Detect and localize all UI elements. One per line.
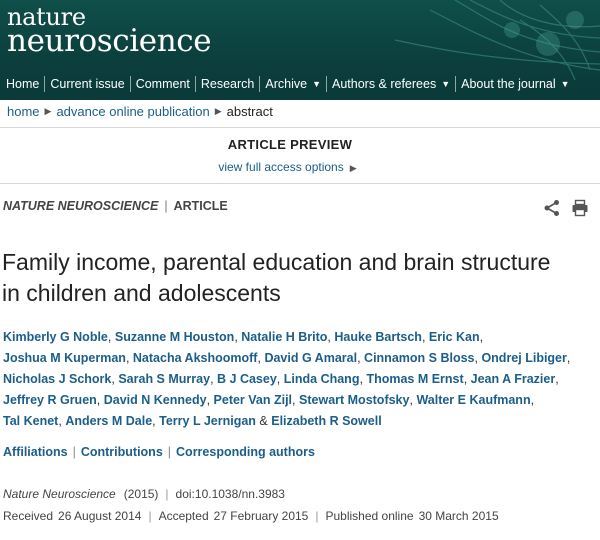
author-link[interactable]: Walter E Kaufmann <box>416 393 531 407</box>
citation-year: (2015) <box>123 487 159 501</box>
article-tools <box>543 199 589 217</box>
author-separator: , <box>210 372 214 386</box>
citation-line <box>3 487 285 501</box>
author-link[interactable]: Nicholas J Schork <box>3 372 112 386</box>
link-separator: | <box>167 445 172 459</box>
nav-about-journal-label: About the journal <box>461 77 556 91</box>
author-link[interactable]: B J Casey <box>217 372 277 386</box>
author-link[interactable]: Tal Kenet <box>3 414 59 428</box>
author-separator: , <box>479 330 484 344</box>
author-link[interactable]: David G Amaral <box>264 351 358 365</box>
accepted-label: Accepted <box>158 509 209 523</box>
caret-down-icon: ▼ <box>560 79 570 89</box>
journal-name-label: NATURE NEUROSCIENCE <box>3 199 159 213</box>
author-separator: , <box>107 330 112 344</box>
author-separator: , <box>530 393 535 407</box>
author-link[interactable]: Peter Van Zijl <box>213 393 293 407</box>
nav-authors-referees-label: Authors & referees <box>331 77 437 91</box>
arrow-right-icon: ▶ <box>349 163 357 173</box>
received-date: 26 August 2014 <box>58 509 142 523</box>
view-access-options-link[interactable] <box>0 160 580 174</box>
article-type-label <box>3 199 228 213</box>
print-icon[interactable] <box>571 199 589 217</box>
breadcrumb <box>7 104 273 119</box>
caret-down-icon: ▼ <box>441 79 451 89</box>
logo-text-nature: nature <box>7 3 86 31</box>
author-link[interactable]: Linda Chang <box>283 372 360 386</box>
nav-comment[interactable] <box>131 77 195 91</box>
caret-down-icon: ▼ <box>312 79 321 89</box>
article-preview-heading: ARTICLE PREVIEW <box>227 137 353 152</box>
arrow-right-icon: ▶ <box>214 106 222 116</box>
nav-comment-label: Comment <box>135 77 190 91</box>
citation-separator: | <box>165 487 169 501</box>
author-separator: , <box>58 414 62 428</box>
link-separator: | <box>72 445 76 459</box>
author-list <box>3 327 583 432</box>
author-separator: , <box>566 351 571 365</box>
author-link[interactable]: Ondrej Libiger <box>481 351 567 365</box>
breadcrumb-home[interactable]: home <box>7 104 40 119</box>
author-link[interactable]: Natalie H Brito <box>241 330 328 344</box>
author-link[interactable]: Sarah S Murray <box>118 372 211 386</box>
citation-journal: Nature Neuroscience <box>3 487 116 501</box>
citation-doi: doi:10.1038/nn.3983 <box>175 487 285 501</box>
published-date: 30 March 2015 <box>418 509 499 523</box>
author-final-join: & <box>259 414 268 428</box>
main-nav <box>0 70 600 98</box>
nav-current-issue-label: Current issue <box>50 77 125 91</box>
nav-authors-referees[interactable] <box>327 77 455 91</box>
divider <box>0 183 600 184</box>
author-link[interactable]: Suzanne M Houston <box>114 330 235 344</box>
author-link[interactable]: Kimberly G Noble <box>3 330 108 344</box>
author-link[interactable]: Anders M Dale <box>65 414 153 428</box>
author-separator: , <box>257 351 261 365</box>
author-link[interactable]: Hauke Bartsch <box>334 330 422 344</box>
label-separator: | <box>164 199 168 213</box>
author-separator: , <box>111 372 115 386</box>
author-info-links <box>3 445 315 459</box>
author-link[interactable]: Natacha Akshoomoff <box>132 351 258 365</box>
author-separator: , <box>421 330 426 344</box>
arrow-right-icon: ▶ <box>44 106 52 116</box>
author-separator: , <box>206 393 211 407</box>
nav-archive-label: Archive <box>265 77 308 91</box>
date-separator: | <box>148 509 152 523</box>
publication-dates <box>3 509 499 523</box>
author-link[interactable]: Jeffrey R Gruen <box>3 393 97 407</box>
author-separator: , <box>409 393 413 407</box>
nav-home[interactable] <box>6 77 44 91</box>
author-separator: , <box>463 372 468 386</box>
nav-home-label: Home <box>6 77 40 91</box>
author-link[interactable]: Terry L Jernigan <box>159 414 256 428</box>
breadcrumb-advance-online[interactable]: advance online publication <box>56 104 210 119</box>
author-link[interactable]: Jean A Frazier <box>470 372 556 386</box>
article-kind-label: ARTICLE <box>173 199 228 213</box>
view-access-options-label: view full access options <box>218 160 344 174</box>
received-label: Received <box>3 509 54 523</box>
nav-research[interactable] <box>196 77 260 91</box>
author-separator: , <box>359 372 363 386</box>
author-separator: , <box>292 393 296 407</box>
nav-current-issue[interactable] <box>45 77 129 91</box>
author-link[interactable]: Thomas M Ernst <box>366 372 464 386</box>
author-separator: , <box>276 372 281 386</box>
author-link[interactable]: Eric Kan <box>428 330 480 344</box>
author-separator: , <box>96 393 101 407</box>
author-separator: , <box>234 330 238 344</box>
masthead <box>0 0 600 100</box>
author-separator: , <box>474 351 478 365</box>
author-link[interactable]: Cinnamon S Bloss <box>364 351 475 365</box>
article-title: Family income, parental education and brain structure in children and adolescents <box>2 249 551 306</box>
author-separator: , <box>125 351 130 365</box>
nav-about-journal[interactable] <box>456 77 574 91</box>
accepted-date: 27 February 2015 <box>213 509 309 523</box>
date-separator: | <box>315 509 319 523</box>
nav-archive[interactable] <box>260 77 326 91</box>
author-separator: , <box>152 414 156 428</box>
author-link[interactable]: Joshua M Kuperman <box>3 351 126 365</box>
divider <box>0 127 600 128</box>
author-link[interactable]: David N Kennedy <box>103 393 207 407</box>
author-link[interactable]: Elizabeth R Sowell <box>271 414 382 428</box>
author-separator: , <box>357 351 361 365</box>
published-label: Published online <box>325 509 414 523</box>
logo-text-neuroscience: neuroscience <box>7 23 212 59</box>
nav-research-label: Research <box>200 77 255 91</box>
author-separator: , <box>327 330 331 344</box>
author-link[interactable]: Stewart Mostofsky <box>299 393 410 407</box>
contributions-link[interactable]: Contributions <box>80 445 163 459</box>
author-separator: , <box>555 372 559 386</box>
corresponding-authors-link[interactable]: Corresponding authors <box>176 445 315 459</box>
share-icon[interactable] <box>543 199 561 217</box>
affiliations-link[interactable]: Affiliations <box>3 445 68 459</box>
breadcrumb-current: abstract <box>226 104 273 119</box>
journal-logo[interactable] <box>7 5 211 57</box>
